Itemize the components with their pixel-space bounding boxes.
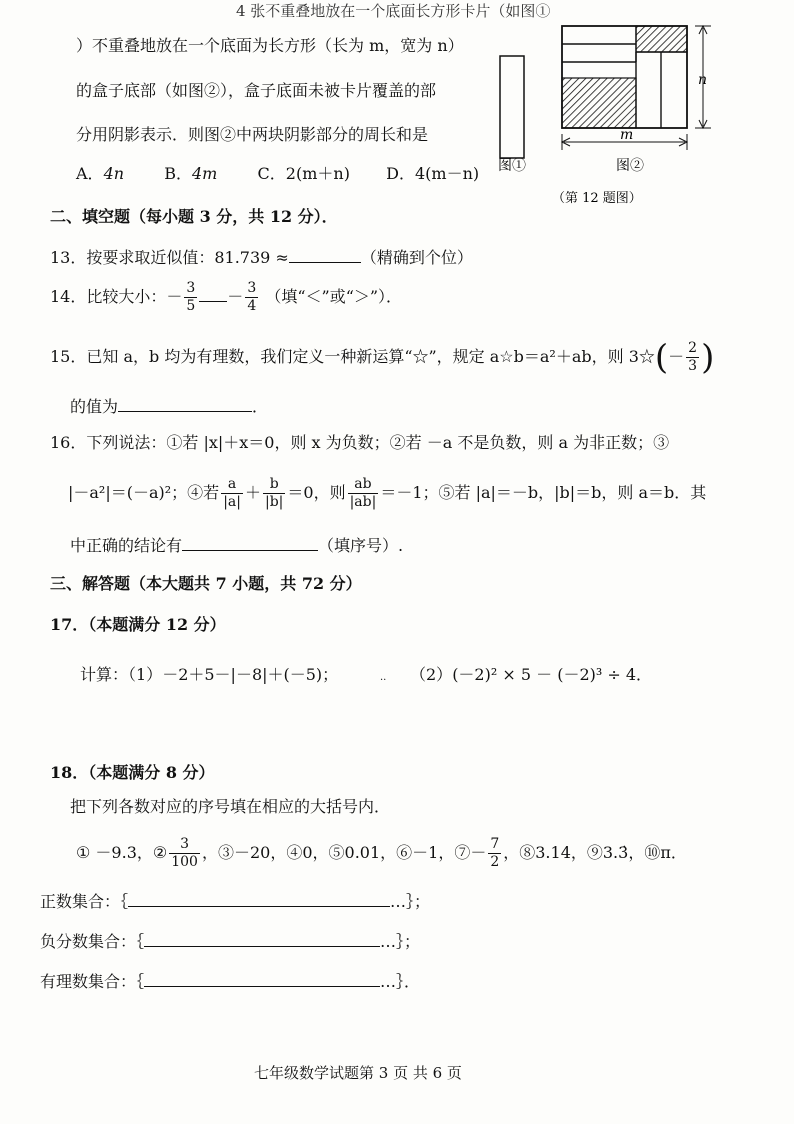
q13 (50, 246, 473, 269)
q12-line2: 的盒子底部（如图②），盒子底面未被卡片覆盖的部 (76, 81, 437, 100)
option-c: 2(m＋n) (285, 164, 350, 183)
q17-title: 17．（本题满分 12 分） (50, 615, 226, 634)
option-a-label: A． (76, 164, 104, 183)
q15-line1: 15．已知 a，b 均为有理数，我们定义一种新运算“☆”，规定 a☆b＝a²＋ab，则 3☆(－ $\frac{2}{3}$ ) (50, 337, 715, 378)
option-b: 4m (192, 164, 218, 183)
q17-part2: （2）(－2)² × 5 － (－2)³ ÷ 4． (410, 665, 653, 684)
q12-options (76, 163, 479, 185)
q14-prefix: 14．比较大小：－ (50, 287, 183, 306)
q14-suffix: （填“＜”或“＞”）． (265, 287, 403, 306)
q16-line3: 中正确的结论有 （填序号）. (70, 536, 404, 555)
dim-n-label: n (698, 72, 708, 88)
option-d-label: D． (386, 164, 415, 183)
q14 (50, 280, 402, 315)
fig1-card (500, 56, 524, 158)
q12-figures (490, 18, 730, 208)
fig2-label: 图② (616, 158, 644, 174)
q14-fraction-2: $\frac{3}{4}$ (247, 280, 257, 314)
q14-answer-blank[interactable] (199, 285, 227, 302)
set-positive: 正数集合：｛ …｝； (40, 892, 431, 911)
q14-minus: － (227, 287, 244, 306)
q15-answer-blank[interactable] (118, 395, 252, 412)
q16-fraction-2: $\frac{b}{|b|}$ (264, 476, 284, 510)
q16-fraction-3: $\frac{ab}{|ab|}$ (349, 476, 377, 510)
q15-fraction: $\frac{2}{3}$ (688, 340, 698, 374)
q16-line2: |－a²|＝(－a)²；④若 $\frac{a}{|a|}$ ＋ $\frac{b}{|b|}$ ＝0，则 $\frac{ab}{|ab|}$ ＝－1；⑤若 |a|＝－b，|b|＝b，则 a＝b．其 (68, 476, 707, 510)
page-footer: 七年级数学试题第 3 页 共 6 页 (254, 1064, 462, 1082)
q12-line3: 分用阴影表示．则图②中两块阴影部分的周长和是 (76, 125, 429, 144)
dim-m-label: m (620, 127, 634, 143)
option-a: 4n (103, 164, 125, 183)
q13-answer-blank[interactable] (289, 246, 361, 263)
q16-answer-blank[interactable] (182, 534, 318, 551)
q14-fraction-1: $\frac{3}{5}$ (186, 280, 196, 314)
q18-title: 18．（本题满分 8 分） (50, 763, 215, 782)
q15-text: 15．已知 a，b 均为有理数，我们定义一种新运算“☆”，规定 a☆b＝a²＋ab，则 3☆ (50, 347, 655, 366)
fig2-shade-top (636, 26, 687, 52)
q12-line1: ）不重叠地放在一个底面为长方形（长为 m，宽为 n） (76, 36, 464, 55)
q13-suffix: （精确到个位） (360, 248, 473, 267)
option-b-label: B． (164, 164, 192, 183)
q17-mark: .. (380, 672, 387, 683)
fig1-label: 图① (498, 158, 526, 174)
q13-text: 13．按要求取近似值：81.739 ≈ (50, 248, 289, 267)
q15-line2: 的值为 ． (70, 397, 269, 416)
q17-part1: 计算：（1）－2＋5－|－8|＋(－5)； (80, 665, 339, 684)
fig2-shade-bottom (562, 78, 636, 128)
set-rational: 有理数集合：｛ …｝． (40, 972, 421, 991)
section3-title: 三、解答题（本大题共 7 小题，共 72 分） (50, 574, 362, 593)
set-rational-blank[interactable] (144, 970, 380, 987)
section2-title: 二、填空题（每小题 3 分，共 12 分）． (50, 207, 338, 226)
q18-fraction-7: $\frac{7}{2}$ (490, 836, 500, 870)
q18-numbers: ① －9.3，② $\frac{3}{100}$ ，③－20，④0，⑤0.01，⑥－1，⑦－ $\frac{7}{2}$ ，⑧3.14，⑨3.3̇，⑩π． (76, 836, 687, 870)
q18-instruction: 把下列各数对应的序号填在相应的大括号内． (70, 797, 391, 816)
set-positive-blank[interactable] (128, 890, 390, 907)
set-negative-fraction: 负分数集合：｛ …｝； (40, 932, 421, 951)
set-negative-fraction-blank[interactable] (144, 930, 380, 947)
q16-line1: 16．下列说法：①若 |x|＋x＝0，则 x 为负数；②若 －a 不是负数，则 a 为非正数；③ (50, 433, 670, 452)
q12-line0: 4 张不重叠地放在一个底面长方形卡片（如图① (236, 2, 551, 20)
q16-fraction-1: $\frac{a}{|a|}$ (223, 476, 241, 510)
fig-caption: （第 12 题图） (552, 191, 642, 206)
option-d: 4(m－n) (414, 164, 480, 183)
option-c-label: C． (257, 164, 286, 183)
q18-fraction-2: $\frac{3}{100}$ (171, 836, 198, 870)
